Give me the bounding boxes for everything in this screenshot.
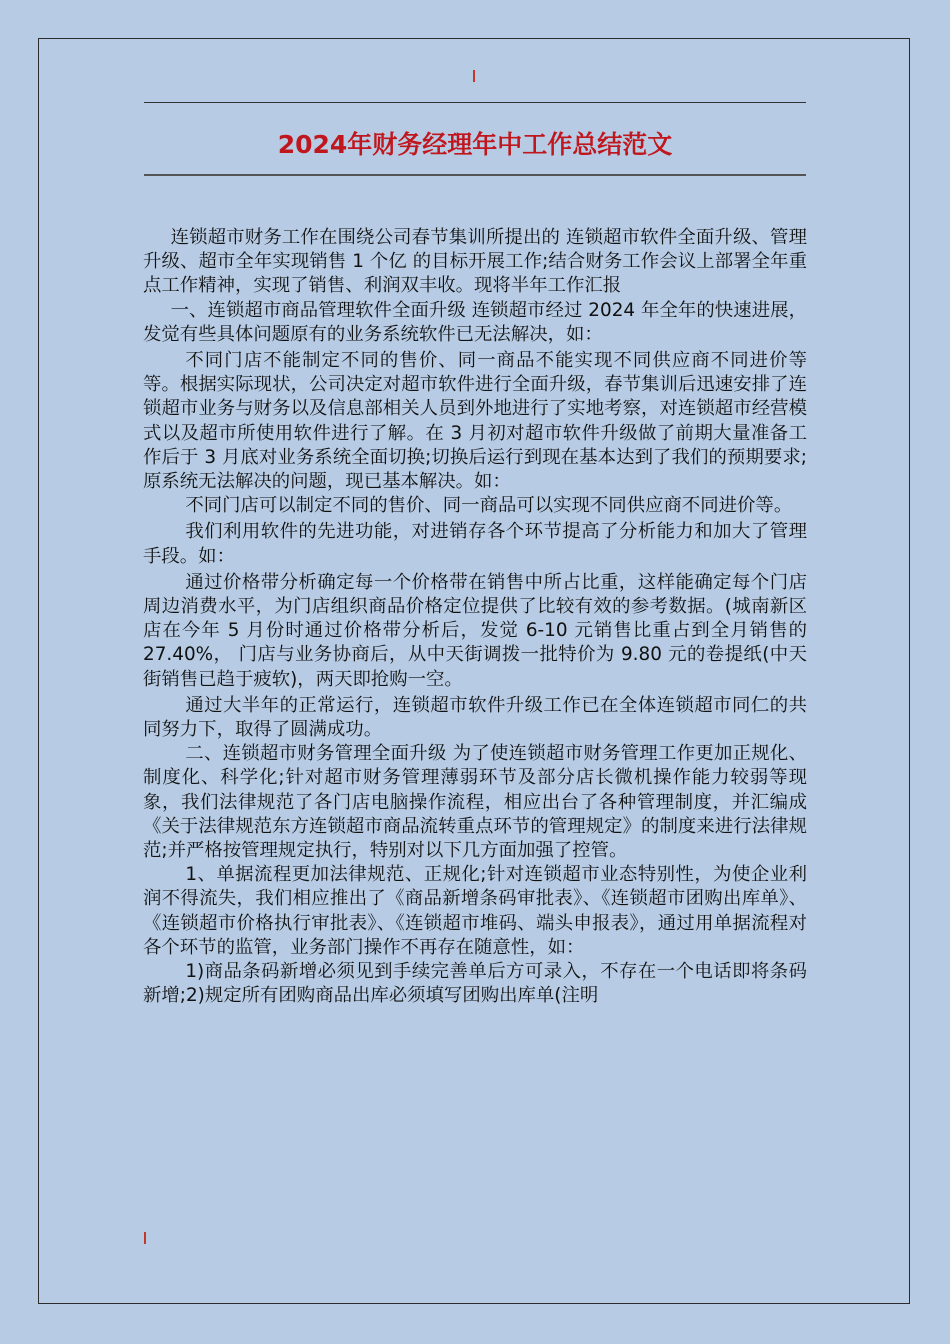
header-mark [473,70,475,82]
footer-mark [144,1232,146,1244]
document-title: 2024年财务经理年中工作总结范文 [277,130,673,159]
paragraph: 通过大半年的正常运行，连锁超市软件升级工作已在全体连锁超市同仁的共同努力下，取得了圆满成功。 [143,694,807,741]
paragraph: 1)商品条码新增必须见到手续完善单后方可录入，不存在一个电话即将条码新增;2)规定所有团购商品出库必须填写团购出库单(注明 [143,961,807,1007]
paragraph: 不同门店不能制定不同的售价、同一商品不能实现不同供应商不同进价等等。根据实际现状，公司决定对超市软件进行全面升级，春节集训后迅速安排了连锁超市业务与财务以及信息部相关人员到外地进行了实地考察，对连锁超市经营模式以及超市所使用软件进行了解。在 3 月初对超市软件升级做了前期大量准备工作后于 3 月底对业务系统全面切换;切换后运行到现在基本达到了我们的预期要求;原系统无法解决的问题，现已基本解决。如： [143,350,807,493]
paragraph-section-1: 一、连锁超市商品管理软件全面升级 连锁超市经过 2024 年全年的快速进展，发觉有些具体问题原有的业务系统软件已无法解决，如： [143,299,807,345]
paragraph: 通过价格带分析确定每一个价格带在销售中所占比重，这样能确定每个门店周边消费水平，为门店组织商品价格定位提供了比较有效的参考数据。(城南新区店在今年 5 月份时通过价格带分析后，发觉 6-10 元销售比重占到全月销售的 27.40%， 门店与业务协商后，从中天街调拨一批特价为 9.80 元的卷提纸(中天街销售已趋于疲软)，两天即抢购一空。 [143,571,807,690]
paragraph-intro: 连锁超市财务工作在围绕公司春节集训所提出的 连锁超市软件全面升级、管理升级、超市全年实现销售 1 个亿 的目标开展工作;结合财务工作会议上部署全年重点工作精神，实现了销售、利润双丰收。现将半年工作汇报 [143,227,807,297]
paragraph-item-1: 1、单据流程更加法律规范、正规化;针对连锁超市业态特别性，为使企业利润不得流失，我们相应推出了《商品新增条码审批表》、《连锁超市团购出库单》、《连锁超市价格执行审批表》、《连锁超市堆码、端头申报表》，通过用单据流程对各个环节的监管，业务部门操作不再存在随意性，如： [143,864,807,958]
header-rule [144,102,806,103]
paragraph: 不同门店可以制定不同的售价、同一商品可以实现不同供应商不同进价等。 [185,495,793,517]
paragraph-section-2: 二、连锁超市财务管理全面升级 为了使连锁超市财务管理工作更加正规化、制度化、科学化;针对超市财务管理薄弱环节及部分店长微机操作能力较弱等现象，我们法律规范了各门店电脑操作流程，相应出台了各种管理制度，并汇编成《关于法律规范东方连锁超市商品流转重点环节的管理规定》的制度来进行法律规范;并严格按管理规定执行，特别对以下几方面加强了控管。 [143,743,807,862]
title-rule [144,174,806,176]
document-body [143,226,807,1009]
paragraph: 我们利用软件的先进功能，对进销存各个环节提高了分析能力和加大了管理手段。如： [143,521,807,567]
